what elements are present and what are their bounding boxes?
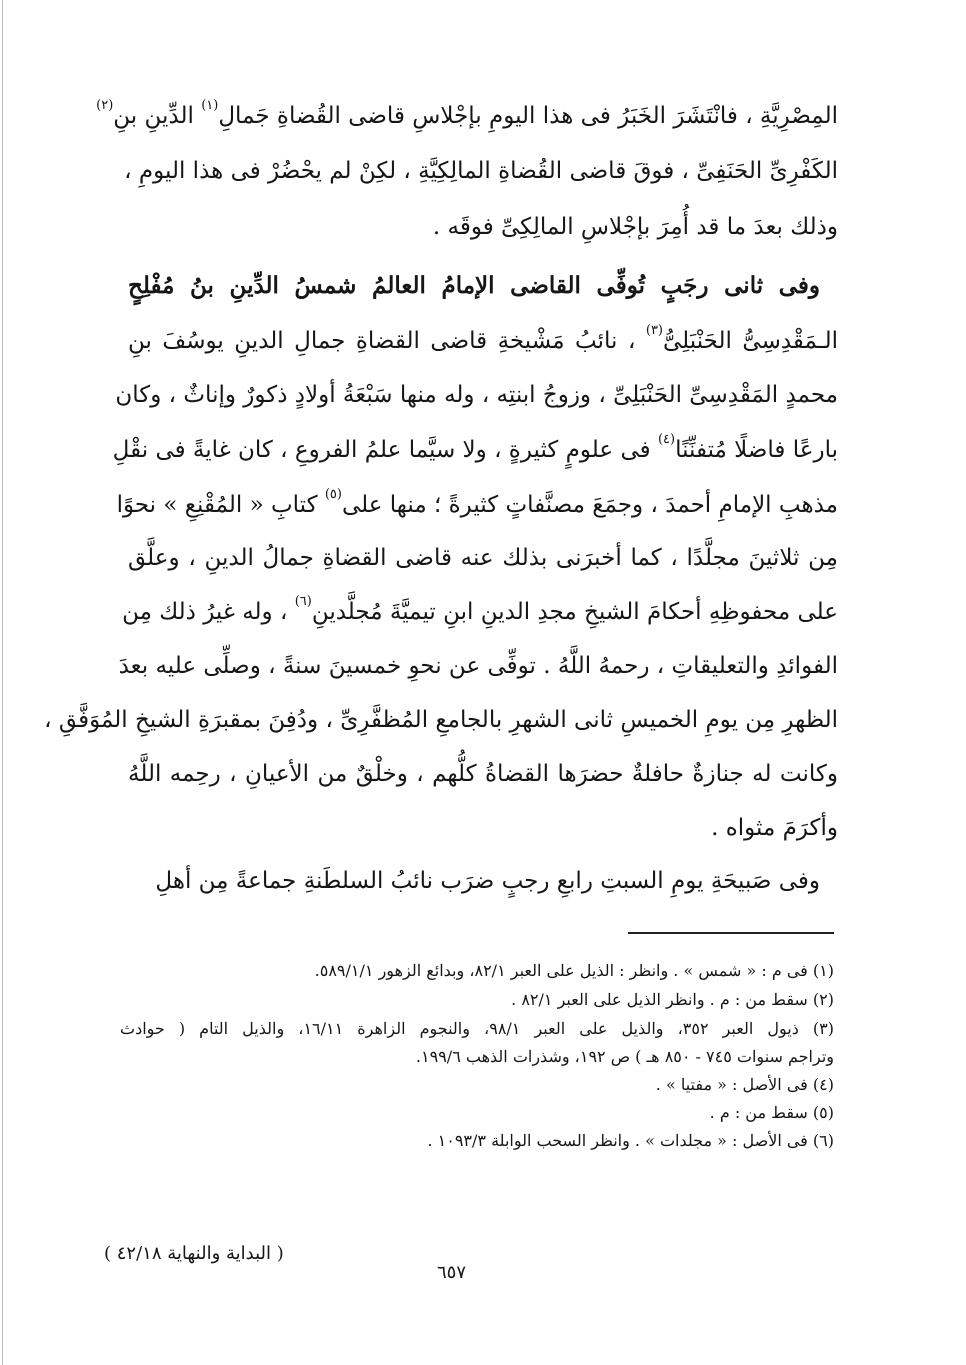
text-run: وفى ثانى رجَبٍ تُوفِّى القاضى الإمامُ العالمُ شمسُ الدِّينِ بنُ مُفْلِحٍ xyxy=(128,272,820,299)
footnote-marker: (٢) xyxy=(96,98,114,113)
text-run: الدِّينِ بنِ xyxy=(113,103,202,129)
text-run: الـمَقْدِسِىُّ الحَنْبَلِىُّ xyxy=(663,328,838,354)
text-line xyxy=(112,427,838,473)
text-run: مِن ثلاثينَ مجلَّدًا ، كما أخبرَنى بذلك عنه قاضى القضاةِ جمالُ الدينِ ، وعلَّق xyxy=(128,545,838,571)
text-run: الظهرِ مِن يومِ الخميسِ ثانى الشهرِ بالجامعِ المُظفَّرِىِّ ، ودُفِنَ بمقبرَةِ الشيخِ المُوَفَّقِ ، xyxy=(44,707,838,733)
footnote: (٤) فى الأصل : « مفتيا » . xyxy=(655,1075,834,1094)
footnote: (١) فى م : « شمس » . وانظر : الذيل على العبر ٨٢/١، وبدائع الزهور ٥٨٩/١/١. xyxy=(314,961,834,980)
text-line xyxy=(115,372,838,418)
footnote-marker: (٥) xyxy=(324,487,342,502)
text-run: ، نائبُ مَشْيخةِ قاضى القضاةِ جمالِ الدينِ يوسُفَ بنِ xyxy=(128,328,646,354)
source-reference: ( البداية والنهاية ٤٢/١٨ ) xyxy=(104,1243,284,1264)
text-run: وأكرَمَ مثواه . xyxy=(711,815,838,841)
text-run: وذلك بعدَ ما قد أُمِرَ بإجْلاسِ المالِكِىِّ فوقَه . xyxy=(432,214,838,240)
text-run: كتابِ « المُقْنِعِ » نحوًا xyxy=(116,492,325,518)
text-run: بارعًا فاضلًا مُتفنِّنًا xyxy=(675,437,838,463)
text-line xyxy=(128,805,838,851)
text-line xyxy=(128,858,820,904)
footnote-marker: (٣) xyxy=(645,323,663,338)
text-line xyxy=(128,318,838,364)
text-line xyxy=(124,148,838,194)
text-line xyxy=(128,263,820,309)
text-run: فى علومٍ كثيرةٍ ، ولا سيَّما علمُ الفروعِ ، كان غايةً فى نقْلِ xyxy=(112,437,658,463)
text-run: على محفوظِهِ أحكامَ الشيخِ مجدِ الدينِ ابنِ تيميَّةَ مُجلَّدينِ xyxy=(311,599,838,625)
text-run: محمدٍ المَقْدِسِىِّ الحَنْبَلِىِّ ، وزوجُ ابنتِه ، وله منها سَبْعَةُ أولادٍ ذكورٌ وإناثٌ ، وكان xyxy=(115,382,838,408)
page-number: ٦٥٧ xyxy=(437,1262,467,1283)
footnote-separator xyxy=(628,932,834,934)
footnote-marker: (٦) xyxy=(294,594,312,609)
text-line xyxy=(128,751,838,797)
text-line xyxy=(128,535,838,581)
text-line xyxy=(96,93,838,139)
text-run: مذهبِ الإمامِ أحمدَ ، وجمَعَ مصنَّفاتٍ كثيرةً ؛ منها على xyxy=(341,492,838,518)
text-line xyxy=(44,697,838,743)
text-run: وكانت له جنازةٌ حافلةٌ حضرَها القضاةُ كلُّهم ، وخلْقٌ من الأعيانِ ، رحِمه اللَّهُ xyxy=(128,761,838,787)
footnote: (٢) سقط من : م . وانظر الذيل على العبر ٨٢/١ . xyxy=(511,990,834,1009)
text-run: الكَفْرِىِّ الحَنَفِىِّ ، فوقَ قاضى القُضاةِ المالِكِيَّةِ ، لكِنْ لم يحْضُرْ فى هذا اليومِ ، xyxy=(124,158,838,184)
footnote-marker: (٤) xyxy=(657,432,676,447)
text-run: وفى صَبيحَةِ يومِ السبتِ رابعِ رجبٍ ضرَب نائبُ السلطَنةِ جماعةً مِن أهلِ xyxy=(155,868,820,894)
text-run: ، وله غيرُ ذلك مِن xyxy=(122,599,295,625)
text-run: الفوائدِ والتعليقاتِ ، رحمهُ اللَّهُ . توفِّى عن نحوِ خمسينَ سنةً ، وصلِّى عليه بعدَ xyxy=(118,653,838,679)
footnote: (٣) ذيول العبر ٣٥٢، والذيل على العبر ٩٨/١، والنجوم الزاهرة ١٦/١١، والذيل التام ( حوادث xyxy=(120,1019,835,1038)
footnote: وتراجم سنوات ٧٤٥ - ٨٥٠ هـ ) ص ١٩٢، وشذرات الذهب ١٩٩/٦. xyxy=(415,1047,834,1066)
footnote-marker: (١) xyxy=(201,98,219,113)
footnote: (٦) فى الأصل : « مجلدات » . وانظر السحب الوابلة ١٠٩٣/٣ . xyxy=(427,1131,834,1150)
footnote: (٥) سقط من : م . xyxy=(709,1103,834,1122)
text-line xyxy=(118,643,838,689)
text-line xyxy=(122,589,838,635)
text-line xyxy=(116,482,838,528)
text-line xyxy=(128,204,838,250)
text-run: المِصْرِيَّةِ ، فانْتَشَرَ الخَبَرُ فى هذا اليومِ بإجْلاسِ قاضى القُضاةِ جَمالِ xyxy=(218,103,838,129)
page-edge-line xyxy=(2,0,3,1365)
